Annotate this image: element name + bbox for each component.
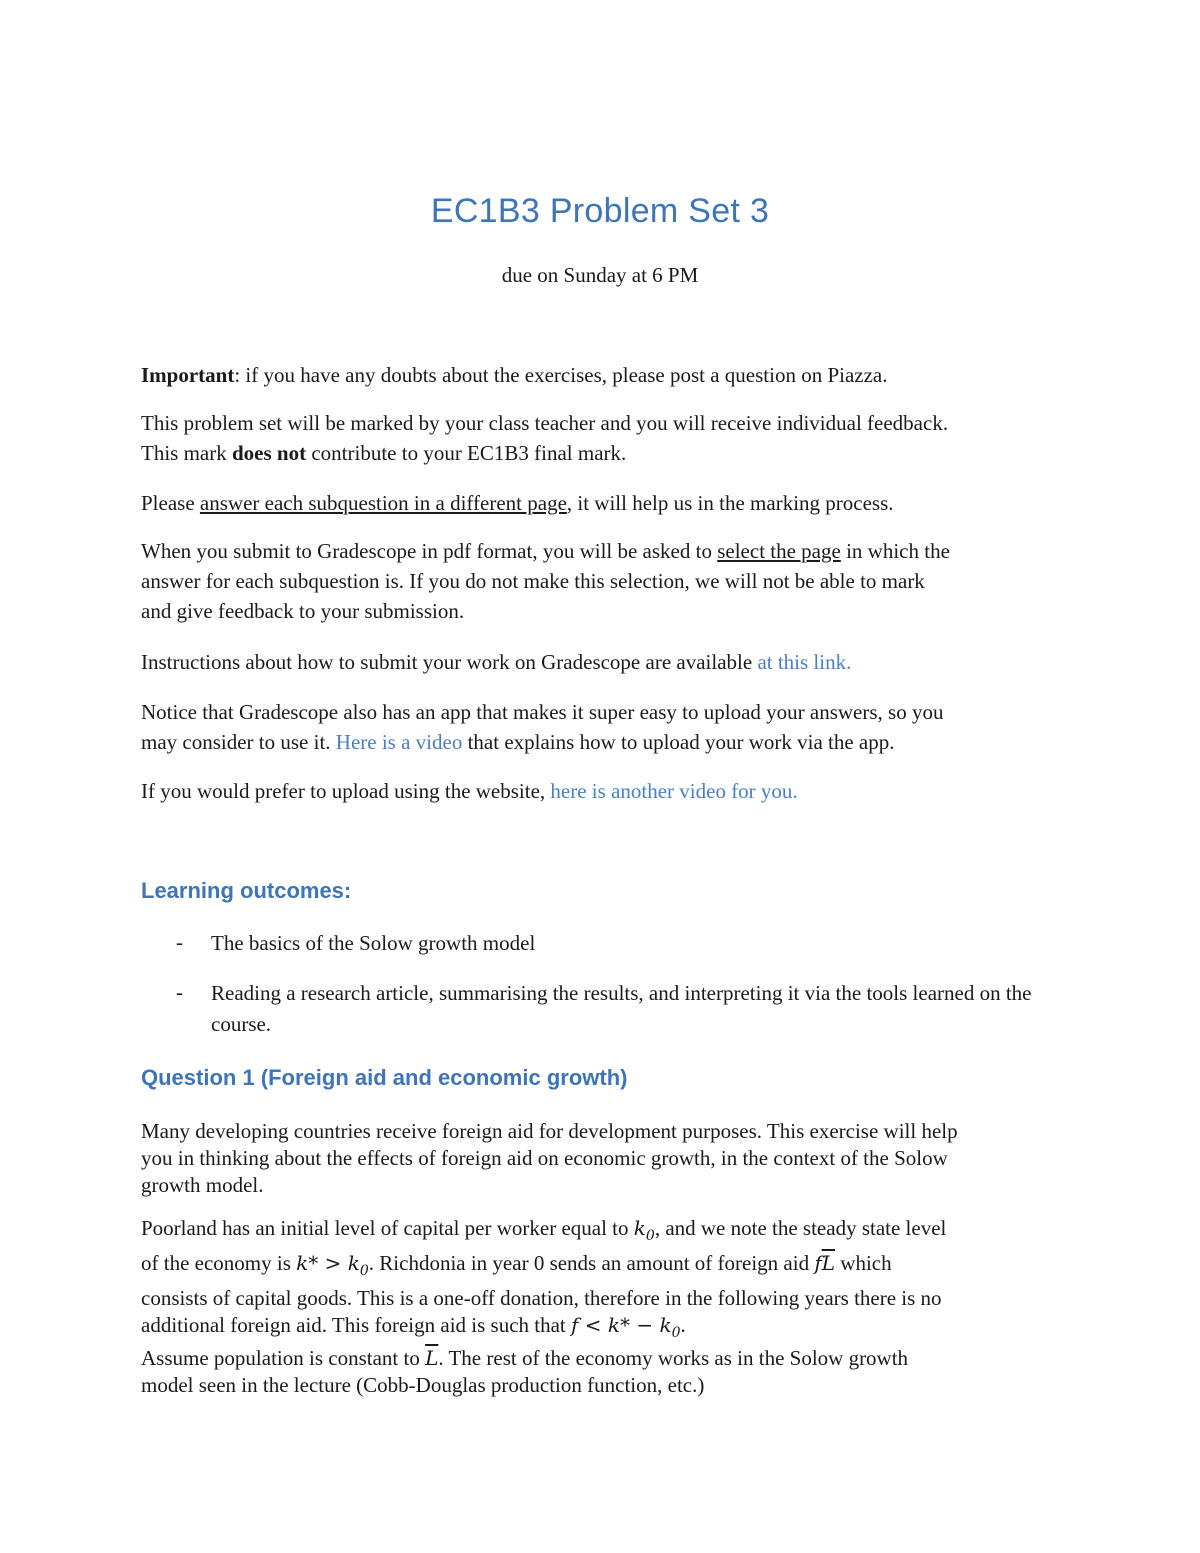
q1-paragraph-3 (141, 1345, 1071, 1399)
math-kstar-gt-k0: $k* > k_0$ (296, 1251, 369, 1279)
important-paragraph (141, 360, 1071, 390)
q1-p3-t3: model seen in the lecture (Cobb-Douglas production function, etc.) (141, 1373, 705, 1397)
q1-p1-line1: Many developing countries receive foreign aid for development purposes. This exercise will help (141, 1119, 958, 1143)
select-page-underlined: select the page (717, 539, 841, 563)
q1-p1-line3: growth model. (141, 1173, 264, 1197)
answer-paragraph (141, 488, 1071, 518)
does-not-bold: does not (231, 441, 307, 465)
q1-p2-t4: . Richdonia in year 0 sends an amount of foreign aid (368, 1251, 815, 1275)
important-label: Important (141, 363, 235, 387)
marked-post: contribute to your EC1B3 final mark. (306, 441, 627, 465)
math-k0: $k_0$ (633, 1216, 655, 1244)
learning-item: Reading a research article, summarising the results, and interpreting it via the tools learned on the course. (211, 981, 1032, 1036)
math-lbar: $\overline{L}$ (425, 1346, 439, 1370)
submit-paragraph (141, 536, 1071, 626)
bullet-dash: - (176, 980, 183, 1004)
instructions-paragraph (141, 647, 1071, 677)
q1-paragraph-2 (141, 1215, 1071, 1347)
math-f-lt-kstar-minus-k0: $f < k* - k_0$ (571, 1313, 681, 1341)
website-pre: If you would prefer to upload using the website, (141, 779, 551, 803)
q1-p1-line2: you in thinking about the effects of foreign aid on economic growth, in the context of the Solow (141, 1146, 948, 1170)
q1-p2-t7: additional foreign aid. This foreign aid is such that (141, 1313, 572, 1337)
math-f-lbar: $f\overline{L}$ (814, 1251, 836, 1275)
marked-line1: This problem set will be marked by your class teacher and you will receive individual feedback. (141, 411, 949, 435)
submit-line3: and give feedback to your submission. (141, 599, 465, 623)
app-paragraph (141, 697, 1071, 757)
due-date: due on Sunday at 6 PM (501, 263, 699, 287)
q1-p2-t3: of the economy is (141, 1251, 297, 1275)
learning-outcomes-heading: Learning outcomes: (141, 878, 352, 903)
q1-p3-t2: . The rest of the economy works as in the Solow growth (438, 1346, 909, 1370)
app-post: that explains how to upload your work via the app. (462, 730, 895, 754)
submit-pre: When you submit to Gradescope in pdf format, you will be asked to (141, 539, 718, 563)
learning-item: The basics of the Solow growth model (211, 931, 536, 955)
app-pre: may consider to use it. (141, 730, 336, 754)
important-text: : if you have any doubts about the exercises, please post a question on Piazza. (234, 363, 888, 387)
q1-paragraph-1 (141, 1118, 1071, 1199)
website-video-link[interactable]: here is another video for you (550, 779, 793, 803)
q1-p2-t6: consists of capital goods. This is a one-off donation, therefore in the following years there is no (141, 1286, 942, 1310)
website-post: . (792, 779, 798, 803)
website-paragraph (141, 776, 1071, 806)
app-video-link[interactable]: Here is a video (335, 730, 463, 754)
app-line1: Notice that Gradescope also has an app that makes it super easy to upload your answers, so you (141, 700, 944, 724)
q1-p2-t5: which (835, 1251, 892, 1275)
answer-underlined: answer each subquestion in a different page (199, 491, 567, 515)
marked-paragraph (141, 408, 1071, 468)
instructions-pre: Instructions about how to submit your work on Gradescope are available (141, 650, 758, 674)
submit-line2: answer for each subquestion is. If you do not make this selection, we will not be able to mark (141, 569, 925, 593)
question-1-heading: Question 1 (Foreign aid and economic growth) (141, 1065, 628, 1090)
answer-pre: Please (141, 491, 200, 515)
bullet-dash: - (176, 930, 183, 954)
q1-p3-t1: Assume population is constant to (141, 1346, 426, 1370)
instructions-link[interactable]: at this link (757, 650, 847, 674)
q1-p2-t2: , and we note the steady state level (654, 1216, 947, 1240)
page-title: EC1B3 Problem Set 3 (430, 192, 770, 230)
q1-p2-t8: . (680, 1313, 686, 1337)
submit-post: in which the (840, 539, 950, 563)
marked-pre: This mark (141, 441, 232, 465)
q1-p2-t1: Poorland has an initial level of capital per worker equal to (141, 1216, 634, 1240)
answer-post: , it will help us in the marking process. (566, 491, 894, 515)
instructions-post: . (846, 650, 852, 674)
